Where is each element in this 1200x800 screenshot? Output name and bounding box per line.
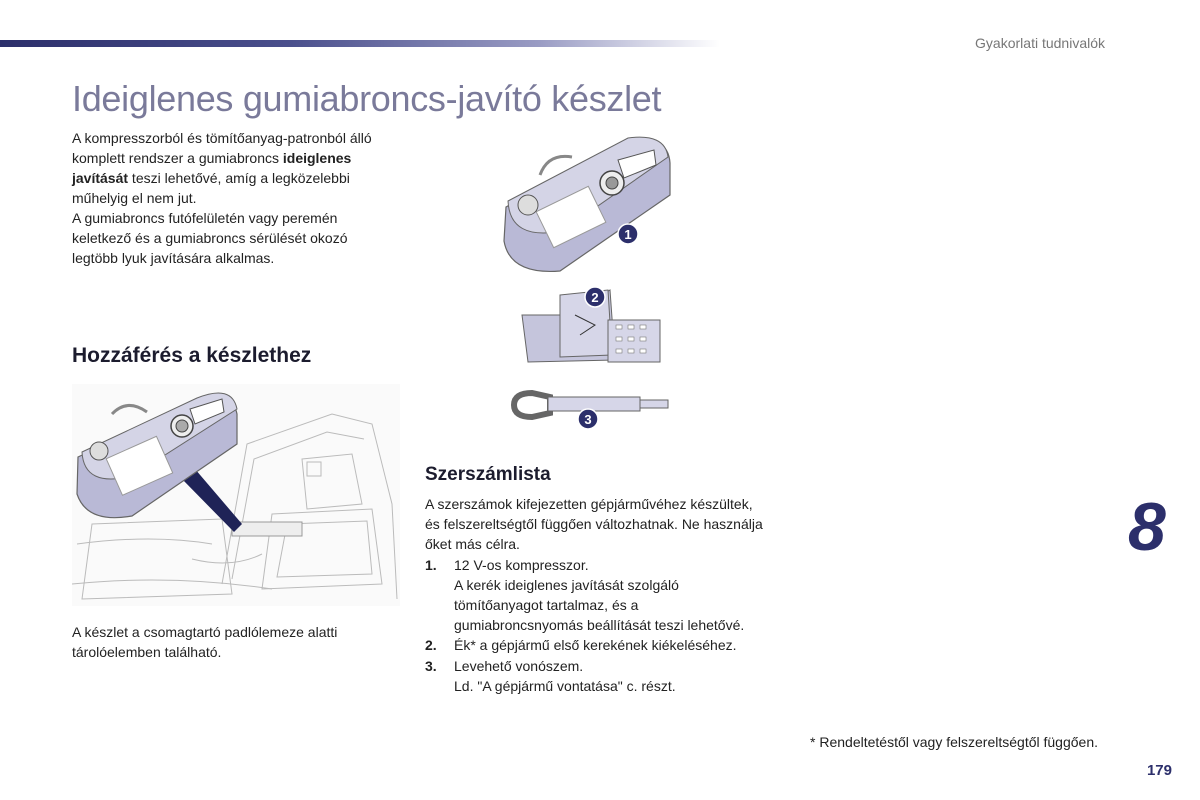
page-title: Ideiglenes gumiabroncs-javító készlet	[72, 78, 662, 119]
trunk-caption: A készlet a csomagtartó padlólemeze alatti tárolóelemben található.	[72, 624, 338, 660]
intro-bold-span: ideiglenes javítását	[72, 150, 352, 186]
list-item	[425, 555, 765, 636]
list-item-body	[454, 656, 765, 696]
list-item-body	[454, 555, 765, 636]
list-item-title: Levehető vonószem.	[454, 657, 584, 674]
list-item-description: Ld. "A gépjármű vontatása" c. részt.	[454, 677, 676, 694]
list-item-number: 3.	[425, 657, 437, 674]
trunk-illustration	[72, 384, 400, 606]
header-gradient-bar	[0, 40, 720, 47]
intro-paragraph-1	[72, 128, 392, 208]
list-item-number: 1.	[425, 556, 437, 573]
intro-paragraph-2: A gumiabroncs futófelületén vagy peremén keletkező és a gumiabroncs sérülését okozó legtöbb lyuk javítására alkalmas.	[72, 210, 348, 266]
tools-intro: A szerszámok kifejezetten gépjárművéhez készültek, és felszereltségtől függően változhatnak. Ne használja őket más célra.	[425, 496, 763, 553]
intro-text-span: A kompresszorból és tömítőanyag-patronból álló komplett rendszer a gumiabroncs	[72, 130, 372, 166]
list-item	[425, 635, 765, 655]
list-item-title: Ék* a gépjármű első kerekének kiékeléséhez.	[454, 637, 737, 654]
access-heading: Hozzáférés a készlethez	[72, 344, 312, 367]
section-header: Gyakorlati tudnivalók	[975, 35, 1105, 51]
figure-label-3: 3	[584, 412, 592, 427]
figure-label-1: 1	[624, 227, 632, 242]
list-item-description: A kerék ideiglenes javítását szolgáló tömítőanyagot tartalmaz, és a gumiabroncsnyomás beállítását teszi lehetővé.	[454, 576, 745, 634]
chapter-number: 8	[1128, 489, 1166, 565]
intro-text-span: teszi lehetővé, amíg a legközelebbi műhelyig el nem jut.	[72, 170, 350, 206]
list-item	[425, 656, 765, 696]
list-item-title: 12 V-os kompresszor.	[454, 556, 589, 573]
tools-heading: Szerszámlista	[425, 464, 551, 485]
towing-eye-illustration	[510, 383, 675, 431]
wheel-chock-illustration	[520, 285, 665, 365]
list-item-number: 2.	[425, 637, 437, 654]
figure-label-2: 2	[591, 290, 599, 305]
page-number: 179	[1146, 762, 1172, 779]
intro-text	[72, 128, 392, 268]
tools-list	[425, 494, 765, 696]
compressor-kit-illustration	[500, 135, 675, 275]
footnote: * Rendeltetéstől vagy felszereltségtől függően.	[810, 734, 1098, 750]
